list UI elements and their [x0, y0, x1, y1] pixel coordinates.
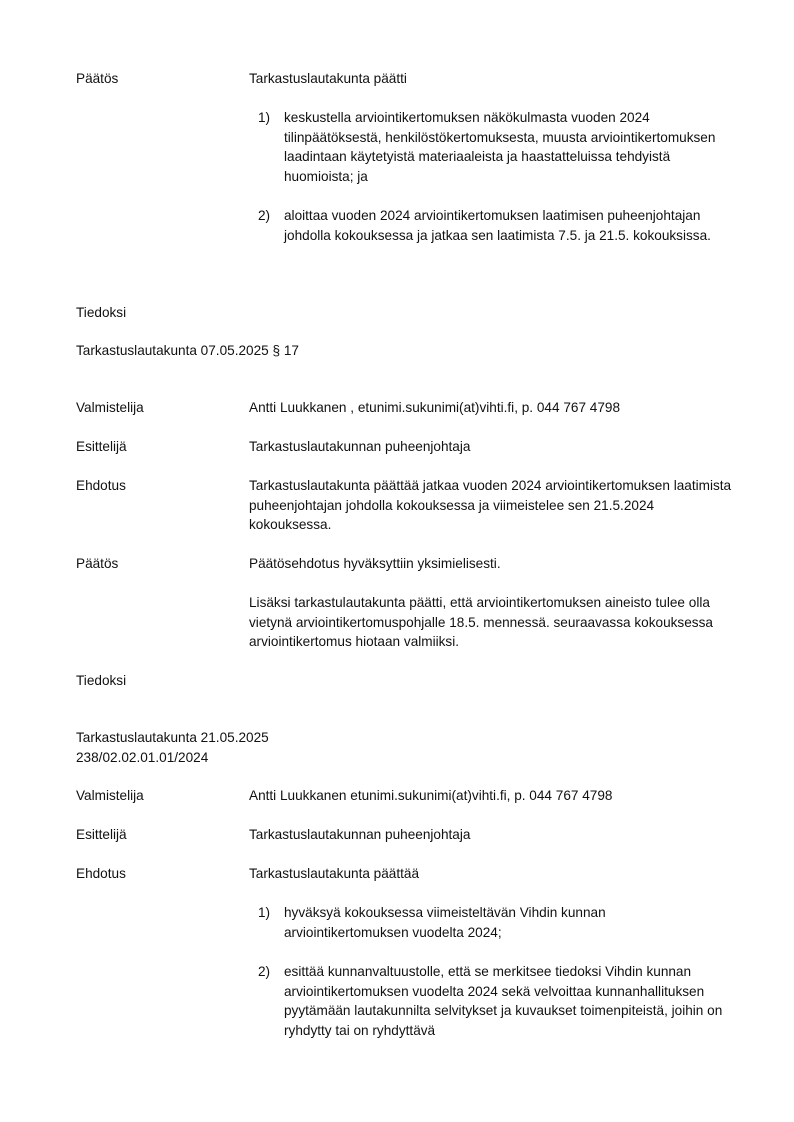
paatos-value: Päätösehdotus hyväksyttiin yksimielisesti.: [249, 556, 501, 571]
ehdotus-label: Ehdotus: [76, 478, 126, 493]
valmistelija-value: Antti Luukkanen etunimi.sukunimi(at)vihti.fi, p. 044 767 4798: [249, 788, 613, 803]
valmistelija-value: Antti Luukkanen , etunimi.sukunimi(at)vihti.fi, p. 044 767 4798: [249, 400, 621, 415]
esittelija-value: Tarkastuslautakunnan puheenjohtaja: [249, 827, 471, 842]
paatos-extra: Lisäksi tarkastulautakunta päätti, että arviointikertomuksen aineisto tulee olla vietynä arviointikertomuspohjalle 18.5. mennessä. seuraavassa kokouksessa arviointikertomus hiotaan valmiiksi.: [249, 595, 713, 650]
tiedoksi-label: Tiedoksi: [76, 673, 127, 688]
paatos-intro: Tarkastuslautakunta päätti: [249, 71, 407, 86]
paatos-label: Päätös: [76, 556, 119, 571]
valmistelija-label: Valmistelija: [76, 400, 144, 415]
valmistelija-label: Valmistelija: [76, 788, 144, 803]
list-item-text: aloittaa vuoden 2024 arviointikertomuksen laatimisen puheenjohtajan johdolla kokouksessa ja jatkaa sen laatimista 7.5. ja 21.5. kokouksissa.: [284, 208, 711, 243]
ehdotus-intro: Tarkastuslautakunta päättää: [249, 866, 420, 881]
ehdotus-label: Ehdotus: [76, 866, 126, 881]
section-heading: Tarkastuslautakunta 21.05.2025: [76, 730, 269, 745]
esittelija-label: Esittelijä: [76, 827, 127, 842]
list-item-text: hyväksyä kokouksessa viimeisteltävän Vihdin kunnan arviointikertomuksen vuodelta 2024;: [284, 905, 606, 940]
list-item-text: esittää kunnanvaltuustolle, että se merkitsee tiedoksi Vihdin kunnan arviointikertomuksen vuodelta 2024 sekä velvoittaa kunnanhallituksen pyytämään lautakunnilta selvitykset ja kuvaukset toimenpiteistä, joihin on ryhdytty tai on ryhdyttävä: [284, 964, 723, 1039]
tiedoksi-label: Tiedoksi: [76, 305, 127, 320]
paatos-label: Päätös: [76, 71, 119, 86]
list-item-number: 2): [258, 208, 271, 223]
list-item-text: keskustella arviointikertomuksen näkökulmasta vuoden 2024 tilinpäätöksestä, henkilöstökertomuksesta, muusta arviointikertomuksen laadintaan käytetyistä materiaaleista ja haastatteluissa tehdyistä huomioista; ja: [284, 110, 716, 185]
section-heading: Tarkastuslautakunta 07.05.2025 § 17: [76, 343, 299, 358]
list-item-number: 2): [258, 964, 271, 979]
list-item-number: 1): [258, 110, 271, 125]
ehdotus-value: Tarkastuslautakunta päättää jatkaa vuoden 2024 arviointikertomuksen laatimista puheenjohtajan johdolla kokouksessa ja viimeistelee sen 21.5.2024 kokouksessa.: [249, 478, 732, 533]
esittelija-label: Esittelijä: [76, 439, 127, 454]
case-number: 238/02.02.01.01/2024: [76, 750, 209, 765]
esittelija-value: Tarkastuslautakunnan puheenjohtaja: [249, 439, 471, 454]
list-item-number: 1): [258, 905, 271, 920]
